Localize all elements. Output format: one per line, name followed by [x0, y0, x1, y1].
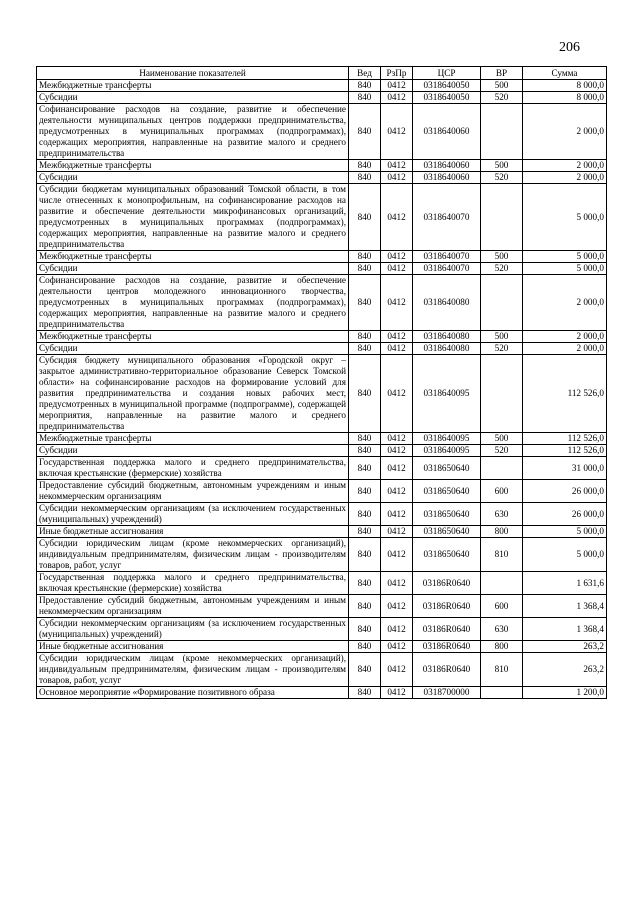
row-sum-cell: 8 000,0 — [523, 80, 607, 92]
row-vr-cell — [481, 457, 523, 480]
row-name-cell: Софинансирование расходов на создание, развитие и обеспечение деятельности муниципальных центров поддержки предпринимательства, предусмотренных в муниципальных программах (подпрограммах), содержащих мероприятия, направленные на развитие малого и среднего предпринимательства — [37, 104, 349, 160]
row-csr-cell: 03186R0640 — [413, 618, 481, 641]
row-name-cell: Иные бюджетные ассигнования — [37, 526, 349, 538]
row-sum-cell: 2 000,0 — [523, 343, 607, 355]
row-csr-cell: 0318650640 — [413, 526, 481, 538]
row-rzpr-cell: 0412 — [381, 172, 413, 184]
row-sum-cell: 112 526,0 — [523, 433, 607, 445]
row-rzpr-cell: 0412 — [381, 433, 413, 445]
row-vr-cell — [481, 687, 523, 699]
row-ved-cell: 840 — [349, 355, 381, 433]
row-name-cell: Межбюджетные трансферты — [37, 331, 349, 343]
row-name-cell: Межбюджетные трансферты — [37, 160, 349, 172]
header-rzpr: РзПр — [381, 67, 413, 80]
table-row — [37, 104, 607, 160]
row-csr-cell: 03186R0640 — [413, 595, 481, 618]
row-name-cell: Межбюджетные трансферты — [37, 80, 349, 92]
row-sum-cell: 2 000,0 — [523, 160, 607, 172]
row-name-cell: Иные бюджетные ассигнования — [37, 641, 349, 653]
table-row — [37, 595, 607, 618]
table-row — [37, 331, 607, 343]
row-sum-cell: 26 000,0 — [523, 480, 607, 503]
row-sum-cell: 263,2 — [523, 653, 607, 687]
row-vr-cell: 630 — [481, 503, 523, 526]
row-rzpr-cell: 0412 — [381, 595, 413, 618]
table-row — [37, 457, 607, 480]
row-sum-cell: 5 000,0 — [523, 538, 607, 572]
row-ved-cell: 840 — [349, 433, 381, 445]
row-ved-cell: 840 — [349, 263, 381, 275]
row-ved-cell: 840 — [349, 503, 381, 526]
row-rzpr-cell: 0412 — [381, 263, 413, 275]
row-rzpr-cell: 0412 — [381, 331, 413, 343]
row-name-cell: Межбюджетные трансферты — [37, 251, 349, 263]
row-csr-cell: 0318700000 — [413, 687, 481, 699]
row-csr-cell: 0318640060 — [413, 160, 481, 172]
row-sum-cell: 5 000,0 — [523, 526, 607, 538]
table-row — [37, 641, 607, 653]
table-row — [37, 251, 607, 263]
row-rzpr-cell: 0412 — [381, 503, 413, 526]
row-name-cell: Субсидия бюджету муниципального образования «Городской округ – закрытое административно-территориальное образование Северск Томской области» на софинансирование расходов на формирование условий для развития предпринимательства и создания новых рабочих мест, предусмотренных в муниципальной программе (подпрограмме), содержащей мероприятия, направленные на развитие малого и среднего предпринимательства — [37, 355, 349, 433]
table-row — [37, 263, 607, 275]
page-number: 206 — [559, 40, 580, 55]
row-sum-cell: 5 000,0 — [523, 251, 607, 263]
table-row — [37, 355, 607, 433]
row-vr-cell — [481, 572, 523, 595]
row-vr-cell: 800 — [481, 526, 523, 538]
table-row — [37, 80, 607, 92]
row-rzpr-cell: 0412 — [381, 572, 413, 595]
row-vr-cell — [481, 104, 523, 160]
row-sum-cell: 8 000,0 — [523, 92, 607, 104]
table-row — [37, 445, 607, 457]
row-ved-cell: 840 — [349, 480, 381, 503]
row-ved-cell: 840 — [349, 618, 381, 641]
row-csr-cell: 0318650640 — [413, 503, 481, 526]
row-vr-cell: 500 — [481, 160, 523, 172]
row-name-cell: Основное мероприятие «Формирование позитивного образа — [37, 687, 349, 699]
row-sum-cell: 2 000,0 — [523, 104, 607, 160]
row-csr-cell: 0318640095 — [413, 433, 481, 445]
row-name-cell: Государственная поддержка малого и среднего предпринимательства, включая крестьянские (фермерские) хозяйства — [37, 572, 349, 595]
row-vr-cell: 810 — [481, 653, 523, 687]
table-header-row — [37, 67, 607, 80]
table-row — [37, 172, 607, 184]
row-vr-cell: 500 — [481, 433, 523, 445]
row-csr-cell: 0318650640 — [413, 457, 481, 480]
row-vr-cell: 520 — [481, 263, 523, 275]
row-vr-cell: 500 — [481, 331, 523, 343]
row-name-cell: Субсидии — [37, 92, 349, 104]
row-csr-cell: 0318640070 — [413, 184, 481, 251]
table-row — [37, 618, 607, 641]
row-csr-cell: 0318640070 — [413, 251, 481, 263]
row-csr-cell: 0318640050 — [413, 92, 481, 104]
row-csr-cell: 0318640095 — [413, 355, 481, 433]
row-name-cell: Субсидии некоммерческим организациям (за исключением государственных (муниципальных) учреждений) — [37, 503, 349, 526]
row-ved-cell: 840 — [349, 595, 381, 618]
table-row — [37, 92, 607, 104]
row-ved-cell: 840 — [349, 251, 381, 263]
row-csr-cell: 0318640050 — [413, 80, 481, 92]
row-rzpr-cell: 0412 — [381, 641, 413, 653]
row-csr-cell: 03186R0640 — [413, 653, 481, 687]
row-ved-cell: 840 — [349, 343, 381, 355]
row-vr-cell: 520 — [481, 92, 523, 104]
row-sum-cell: 112 526,0 — [523, 445, 607, 457]
row-rzpr-cell: 0412 — [381, 343, 413, 355]
header-csr: ЦСР — [413, 67, 481, 80]
row-csr-cell: 0318640080 — [413, 331, 481, 343]
row-ved-cell: 840 — [349, 160, 381, 172]
table-row — [37, 653, 607, 687]
row-sum-cell: 1 368,4 — [523, 595, 607, 618]
row-name-cell: Субсидии — [37, 263, 349, 275]
table-row — [37, 433, 607, 445]
row-vr-cell: 520 — [481, 343, 523, 355]
row-ved-cell: 840 — [349, 687, 381, 699]
row-csr-cell: 0318640080 — [413, 275, 481, 331]
row-sum-cell: 26 000,0 — [523, 503, 607, 526]
row-name-cell: Государственная поддержка малого и среднего предпринимательства, включая крестьянские (фермерские) хозяйства — [37, 457, 349, 480]
header-ved: Вед — [349, 67, 381, 80]
row-csr-cell: 0318650640 — [413, 538, 481, 572]
row-vr-cell: 600 — [481, 595, 523, 618]
row-sum-cell: 1 368,4 — [523, 618, 607, 641]
row-ved-cell: 840 — [349, 457, 381, 480]
table-row — [37, 184, 607, 251]
row-ved-cell: 840 — [349, 104, 381, 160]
row-name-cell: Субсидии юридическим лицам (кроме некоммерческих организаций), индивидуальным предпринимателям, физическим лицам - производителям товаров, работ, услуг — [37, 538, 349, 572]
row-name-cell: Субсидии бюджетам муниципальных образований Томской области, в том числе отнесенных к монопрофильным, на софинансирование расходов на развитие и обеспечение деятельности микрофинансовых организаций, предусмотренных в муниципальных программах (подпрограммах), содержащих мероприятия, направленные на развитие малого и среднего предпринимательства — [37, 184, 349, 251]
row-ved-cell: 840 — [349, 641, 381, 653]
row-rzpr-cell: 0412 — [381, 80, 413, 92]
row-sum-cell: 1 200,0 — [523, 687, 607, 699]
row-ved-cell: 840 — [349, 653, 381, 687]
row-name-cell: Субсидии юридическим лицам (кроме некоммерческих организаций), индивидуальным предпринимателям, физическим лицам - производителям товаров, работ, услуг — [37, 653, 349, 687]
table-row — [37, 160, 607, 172]
row-sum-cell: 5 000,0 — [523, 184, 607, 251]
table-row — [37, 572, 607, 595]
row-vr-cell: 600 — [481, 480, 523, 503]
row-sum-cell: 2 000,0 — [523, 275, 607, 331]
row-ved-cell: 840 — [349, 538, 381, 572]
row-csr-cell: 0318640060 — [413, 104, 481, 160]
row-ved-cell: 840 — [349, 331, 381, 343]
row-csr-cell: 03186R0640 — [413, 641, 481, 653]
row-name-cell: Межбюджетные трансферты — [37, 433, 349, 445]
row-csr-cell: 0318650640 — [413, 480, 481, 503]
row-vr-cell: 800 — [481, 641, 523, 653]
row-ved-cell: 840 — [349, 572, 381, 595]
table-row — [37, 275, 607, 331]
row-vr-cell: 500 — [481, 80, 523, 92]
row-name-cell: Субсидии некоммерческим организациям (за исключением государственных (муниципальных) учреждений) — [37, 618, 349, 641]
table-row — [37, 343, 607, 355]
row-sum-cell: 5 000,0 — [523, 263, 607, 275]
row-vr-cell — [481, 184, 523, 251]
row-rzpr-cell: 0412 — [381, 251, 413, 263]
row-rzpr-cell: 0412 — [381, 184, 413, 251]
row-rzpr-cell: 0412 — [381, 480, 413, 503]
row-vr-cell — [481, 275, 523, 331]
row-vr-cell: 500 — [481, 251, 523, 263]
row-name-cell: Субсидии — [37, 172, 349, 184]
header-sum: Сумма — [523, 67, 607, 80]
table-row — [37, 526, 607, 538]
row-rzpr-cell: 0412 — [381, 92, 413, 104]
budget-table — [36, 66, 607, 699]
row-ved-cell: 840 — [349, 172, 381, 184]
row-csr-cell: 0318640070 — [413, 263, 481, 275]
row-ved-cell: 840 — [349, 184, 381, 251]
table-row — [37, 538, 607, 572]
row-vr-cell: 520 — [481, 445, 523, 457]
table-row — [37, 503, 607, 526]
row-ved-cell: 840 — [349, 526, 381, 538]
row-rzpr-cell: 0412 — [381, 526, 413, 538]
row-csr-cell: 0318640095 — [413, 445, 481, 457]
row-ved-cell: 840 — [349, 92, 381, 104]
row-rzpr-cell: 0412 — [381, 445, 413, 457]
row-rzpr-cell: 0412 — [381, 618, 413, 641]
table-row — [37, 687, 607, 699]
row-ved-cell: 840 — [349, 445, 381, 457]
row-csr-cell: 03186R0640 — [413, 572, 481, 595]
row-csr-cell: 0318640060 — [413, 172, 481, 184]
row-vr-cell — [481, 355, 523, 433]
row-csr-cell: 0318640080 — [413, 343, 481, 355]
row-sum-cell: 1 631,6 — [523, 572, 607, 595]
row-sum-cell: 2 000,0 — [523, 172, 607, 184]
row-rzpr-cell: 0412 — [381, 538, 413, 572]
row-rzpr-cell: 0412 — [381, 653, 413, 687]
row-ved-cell: 840 — [349, 275, 381, 331]
row-rzpr-cell: 0412 — [381, 687, 413, 699]
row-rzpr-cell: 0412 — [381, 355, 413, 433]
row-sum-cell: 31 000,0 — [523, 457, 607, 480]
row-vr-cell: 810 — [481, 538, 523, 572]
header-vr: ВР — [481, 67, 523, 80]
header-name: Наименование показателей — [37, 67, 349, 80]
row-name-cell: Софинансирование расходов на создание, развитие и обеспечение деятельности центров молодежного инновационного творчества, предусмотренных в муниципальных программах (подпрограммах), содержащих мероприятия, направленные на развитие малого и среднего предпринимательства — [37, 275, 349, 331]
row-name-cell: Предоставление субсидий бюджетным, автономным учреждениям и иным некоммерческим организациям — [37, 480, 349, 503]
row-sum-cell: 2 000,0 — [523, 331, 607, 343]
row-name-cell: Субсидии — [37, 343, 349, 355]
row-sum-cell: 112 526,0 — [523, 355, 607, 433]
table-row — [37, 480, 607, 503]
row-name-cell: Субсидии — [37, 445, 349, 457]
row-vr-cell: 520 — [481, 172, 523, 184]
row-rzpr-cell: 0412 — [381, 457, 413, 480]
row-vr-cell: 630 — [481, 618, 523, 641]
row-ved-cell: 840 — [349, 80, 381, 92]
row-rzpr-cell: 0412 — [381, 104, 413, 160]
row-rzpr-cell: 0412 — [381, 275, 413, 331]
row-rzpr-cell: 0412 — [381, 160, 413, 172]
row-name-cell: Предоставление субсидий бюджетным, автономным учреждениям и иным некоммерческим организациям — [37, 595, 349, 618]
row-sum-cell: 263,2 — [523, 641, 607, 653]
